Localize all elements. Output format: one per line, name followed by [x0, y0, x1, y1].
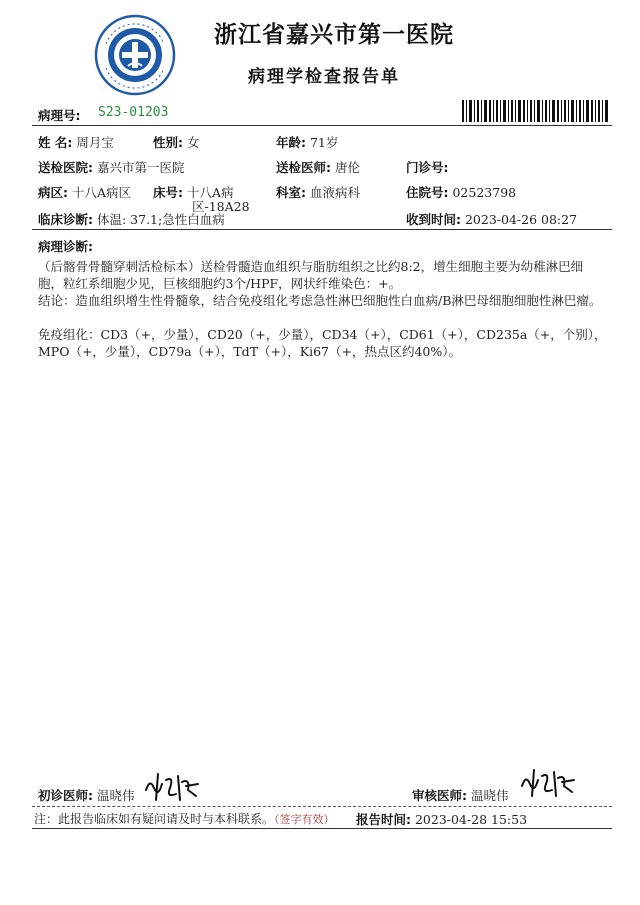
diagnosis-conclusion: 结论：造血组织增生性骨髓象，结合免疫组化考虑急性淋巴细胞性白血病/B淋巴母细胞细胞性淋巴瘤。 [38, 293, 602, 308]
initial-doctor-value: 温晓伟 [96, 788, 135, 803]
patient-age-field [276, 133, 338, 151]
barcode [462, 100, 608, 122]
info-rule [32, 229, 612, 230]
review-doctor-field [412, 786, 509, 804]
footer-rule [32, 828, 612, 829]
footer-dash-rule [32, 806, 612, 807]
clinical-dx-field [38, 210, 225, 228]
ward-value: 十八A病区 [71, 185, 132, 200]
inpatient-no-label: 住院号: [406, 185, 449, 200]
report-time-field [356, 810, 527, 828]
inpatient-no-value: 02523798 [452, 185, 517, 200]
report-title: 病理学检查报告单 [248, 67, 400, 87]
doctor-label: 送检医师: [276, 160, 331, 175]
department-label: 科室: [276, 185, 306, 200]
department-value: 血液病科 [309, 185, 360, 200]
hospital-name: 浙江省嘉兴市第一医院 [214, 22, 454, 48]
hospital-value: 嘉兴市第一医院 [96, 160, 185, 175]
patient-name-label: 姓 名: [38, 135, 73, 150]
department-field [276, 183, 360, 201]
footer-note: 注：此报告临床如有疑问请及时与本科联系。 [34, 812, 275, 826]
patient-name-field [38, 133, 114, 151]
diagnosis-ihc: 免疫组化：CD3（+，少量），CD20（+，少量），CD34（+），CD61（+），CD235a（+，个别），MPO（+，少量），CD79a（+），TdT（+），Ki67（+，热点区约40%）。 [38, 327, 607, 359]
clinic-no-field [406, 158, 449, 176]
received-field [406, 210, 577, 228]
ward-label: 病区: [38, 185, 68, 200]
hospital-field [38, 158, 185, 176]
patient-sex-field [153, 133, 200, 151]
received-label: 收到时间: [406, 212, 461, 227]
bed-label: 床号: [153, 185, 183, 200]
initial-doctor-label: 初诊医师: [38, 788, 93, 803]
report-time-value: 2023-04-28 15:53 [414, 812, 528, 827]
footer-note-field [34, 810, 335, 827]
clinical-dx-value: 体温: 37.1;急性白血病 [96, 212, 225, 227]
ward-field [38, 183, 131, 201]
received-value: 2023-04-26 08:27 [464, 212, 578, 227]
inpatient-no-field [406, 183, 516, 201]
signature-valid-mark: （签字有效） [274, 813, 335, 826]
bed-value-line1: 十八A病 [186, 185, 234, 200]
initial-doctor-field [38, 786, 135, 804]
bed-value-line2: 区-18A28 [192, 199, 250, 214]
patient-sex-value: 女 [186, 135, 200, 150]
pathology-no-value: S23-01203 [98, 105, 169, 120]
review-doctor-label: 审核医师: [412, 788, 467, 803]
doctor-field [276, 158, 360, 176]
doctor-value: 唐伦 [334, 160, 360, 175]
diagnosis-label: 病理诊断: [38, 239, 93, 254]
review-doctor-signature [516, 766, 578, 800]
hospital-label: 送检医院: [38, 160, 93, 175]
diagnosis-findings: （后髂骨骨髓穿刺活检标本）送检骨髓造血组织与脂肪组织之比约8:2，增生细胞主要为幼稚淋巴细胞，粒红系细胞少见，巨核细胞约3个/HPF，网状纤维染色：+。 [38, 259, 584, 291]
patient-sex-label: 性别: [153, 135, 183, 150]
report-time-label: 报告时间: [356, 812, 411, 827]
review-doctor-value: 温晓伟 [470, 788, 509, 803]
patient-age-value: 71岁 [309, 135, 339, 150]
initial-doctor-signature [140, 770, 202, 804]
clinic-no-label: 门诊号: [406, 160, 449, 175]
patient-age-label: 年龄: [276, 135, 306, 150]
pathology-no-label: 病理号: [38, 108, 81, 123]
patient-name-value: 周月宝 [76, 135, 114, 150]
hospital-logo [94, 14, 176, 96]
clinical-dx-label: 临床诊断: [38, 212, 93, 227]
diagnosis-body [38, 258, 608, 360]
header-rule [32, 125, 612, 126]
